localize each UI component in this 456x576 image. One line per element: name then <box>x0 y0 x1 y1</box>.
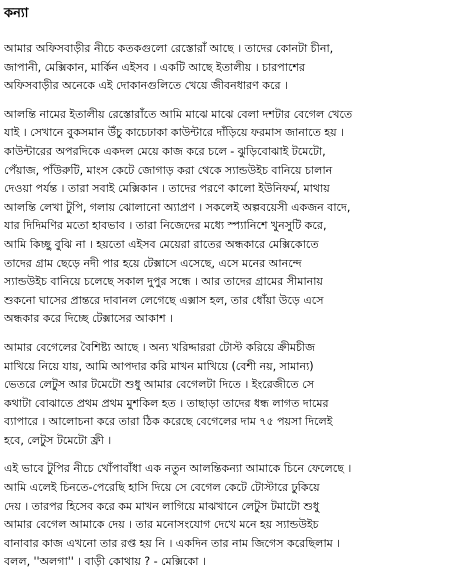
text-line: হবে, লেটুস টমেটো ফ্রী । <box>4 433 112 447</box>
text-line: মাখিয়ে নিয়ে যায়, আমি আপদার করি মাখন মাখিয়ে (বেশী নয়, সামান্য) <box>4 359 314 373</box>
text-line: স্যান্ডউইচ বানিয়ে চলেছে সকাল দুপুর সন্ধে । আর তাদের গ্রামের সীমানায় <box>4 275 323 289</box>
document-body <box>4 40 452 572</box>
text-line: আমি এলেই চিনতে-পেরেছি হাসি দিয়ে সে বেগেল কেটে টোস্টারে ঢুকিয়ে <box>4 481 320 495</box>
text-line: ব্যাপারে । আলোচনা করে তারা ঠিক করেছে বেগেলের দাম ৭৫ পয়সা দিলেই <box>4 415 333 429</box>
text-line: কাউন্টারের অপরদিকে একদল মেয়ে কাজ করে চলে - ঝুড়িবোঝাই টমেটো, <box>4 144 326 158</box>
text-line: আলন্তি নামের ইতালীয় রেস্তোরাঁতে আমি মাঝে মাঝে বেলা দশটার বেগেল খেতে <box>4 107 353 121</box>
text-line: আলন্তি লেখা টুপি, গলায় ঝোলানো অ্যাপ্রণ । সকলেই অল্পবয়েসী একজন বাদে, <box>4 200 351 214</box>
text-line: এই ভাবে টুপির নীচে খোঁপাবাঁধা এক নতুন আলন্তিকন্যা আমাকে চিনে ফেলেছে । <box>4 462 352 476</box>
text-line: পেঁয়াজ, পাঁউরুটি, মাংস কেটে জোগাড় করা থেকে স্যান্ডউইচ বানিয়ে চালান <box>4 163 333 177</box>
paragraph <box>4 40 452 96</box>
text-line: অন্ধকার করে দিচ্ছে টেক্সাসের আকাশ । <box>4 312 173 326</box>
text-line: আমার বেগেলের বৈশিষ্ট্য আছে । অন্য খরিদ্দাররা টোস্ট করিয়ে ক্রীমচীজ <box>4 340 315 354</box>
text-line: ভেতরে লেটুস আর টমেটো শুধু আমার বেগেলটা দিতে । ইংরেজীতে সে <box>4 378 314 392</box>
text-line: তাদের গ্রাম ছেড়ে নদী পার হয়ে টেক্সাসে এসেছে, এসে মনের আনন্দে <box>4 256 302 270</box>
text-line: কথাটা বোঝাতে প্রথম প্রথম মুশকিল হত । তাছাড়া তাদের ধন্ধ লাগত দামের <box>4 396 329 410</box>
text-line: আমার অফিসবাড়ীর নীচে কতকগুলো রেস্তোরাঁ আছে । তাদের কোনটা চীনা, <box>4 42 334 55</box>
text-line: বলল, ''অলগা'' । বাড়ী কোথায় ? - মেক্সিকো । <box>4 555 206 569</box>
text-line: দেওয়া পর্যন্ত । তারা সবাই মেক্সিকান । তাদের পরণে কালো ইউনিফর্ম, মাথায় <box>4 182 330 196</box>
text-line: অফিসবাড়ীর অনেকে এই দোকানগুলিতে খেয়ে জীবনধারণ করে । <box>4 79 288 93</box>
text-line: যার দিদিমণির মতো হাবভাব । তারা নিজেদের মধ্যে স্প্যানিশে খুনসুটি করে, <box>4 219 327 233</box>
paragraph <box>4 339 452 451</box>
text-line: যাই । সেখানে বুকসমান উঁচু কাচেঢাকা কাউন্টারে দাঁড়িয়ে ফরমাস জানাতে হয় । <box>4 126 344 140</box>
paragraph <box>4 460 452 572</box>
page-title: কন্যা <box>4 6 29 21</box>
text-line: আমার বেগেল আমাকে দেয় । তার মনোসংযোগ দেখে মনে হয় স্যান্ডউইচ <box>4 518 319 532</box>
text-line: জাপানী, মেক্সিকান, মার্কিন এইসব । একটি আছে ইতালীয় । চারপাশের <box>4 60 306 74</box>
text-line: শুকনো ঘাসের প্রান্তরে দাবানল লেগেছে এক্সাস হল, তার ধোঁয়া উড়ে এসে <box>4 293 324 307</box>
text-line: দেয় । তারপর হিসেব করে কম মাখন লাগিয়ে মাঝখানে লেটুস টমাটো শুধু <box>4 499 320 513</box>
text-line: বানাবার কাজ এখনো তার রপ্ত হয় নি । একদিন তার নাম জিগেস করেছিলাম । <box>4 536 341 550</box>
paragraph <box>4 106 452 329</box>
text-line: আমি কিচ্ছু বুঝি না । হয়তো এইসব মেয়েরা রাতের অন্ধকারে মেক্সিকোতে <box>4 237 319 251</box>
